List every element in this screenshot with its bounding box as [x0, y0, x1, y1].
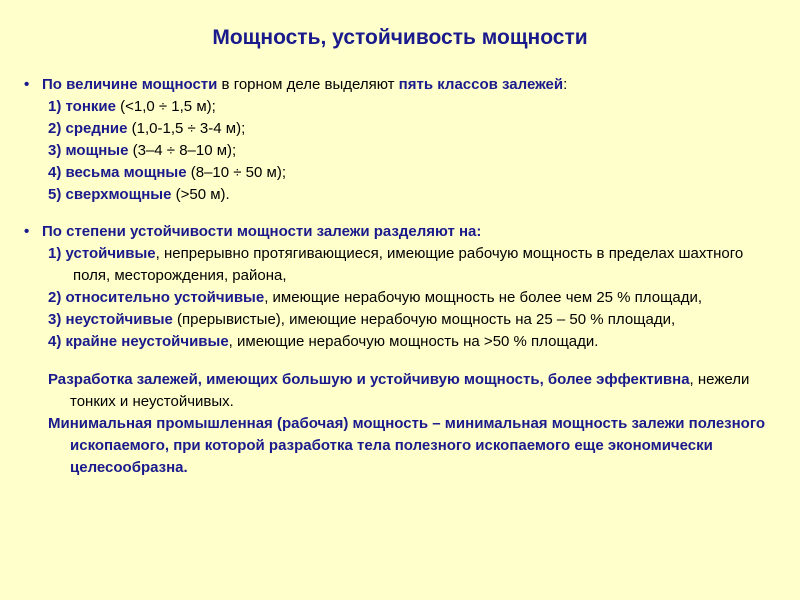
item-label: 4) весьма мощные: [48, 164, 187, 181]
section-thickness-classes: [24, 74, 784, 96]
item-text: , имеющие нерабочую мощность на >50 % площади.: [228, 333, 599, 350]
item-text: (8–10 ÷ 50 м);: [186, 164, 287, 181]
item-text: (1,0-1,5 ÷ 3-4 м);: [127, 120, 246, 137]
list-item: [24, 162, 784, 184]
item-text: (>50 м).: [171, 186, 230, 203]
list-item: [24, 331, 784, 353]
item-text: , непрерывно протягивающиеся, имеющие рабочую мощность в пределах шахтного поля, месторождения, района,: [73, 245, 744, 284]
item-text: (<1,0 ÷ 1,5 м);: [115, 98, 216, 115]
section-stability-classes: [24, 221, 784, 243]
item-label: 2) средние: [48, 120, 128, 137]
list-item: [24, 96, 784, 118]
item-label: 1) тонкие: [48, 98, 116, 115]
item-label: 5) сверхмощные: [48, 186, 172, 203]
section1-intro-bold-b: пять классов залежей: [398, 76, 564, 93]
conclusion-min-thickness: [24, 413, 784, 479]
section1-intro-bold-a: По величине мощности: [42, 76, 218, 93]
item-label: 3) неустойчивые: [48, 311, 173, 328]
section1-intro-plain: в горном деле выделяют: [217, 76, 399, 93]
bullet-icon: •: [24, 76, 30, 93]
slide-content: [24, 74, 784, 479]
list-item: [24, 243, 784, 287]
item-label: 4) крайне неустойчивые: [48, 333, 229, 350]
item-label: 1) устойчивые: [48, 245, 156, 262]
conclusion2-bold: Минимальная промышленная (рабочая) мощность – минимальная мощность залежи полезного ископаемого, при которой разработка тела полезного ископаемого еще экономически целесообразна.: [48, 415, 766, 476]
item-text: , имеющие нерабочую мощность не более чем 25 % площади,: [264, 289, 703, 306]
spacer: [24, 353, 784, 369]
item-label: 3) мощные: [48, 142, 129, 159]
item-text: (3–4 ÷ 8–10 м);: [128, 142, 237, 159]
spacer: [24, 206, 784, 221]
list-item: [24, 118, 784, 140]
conclusion1-rest: , нежели тонких и неустойчивых.: [70, 371, 750, 410]
conclusion-efficiency: [24, 369, 784, 413]
conclusion1-bold: Разработка залежей, имеющих большую и устойчивую мощность, более эффективна: [48, 371, 690, 388]
bullet-icon: •: [24, 223, 30, 240]
item-text: (прерывистые), имеющие нерабочую мощность на 25 – 50 % площади,: [172, 311, 676, 328]
list-item: [24, 309, 784, 331]
section1-intro-end: :: [563, 76, 568, 93]
list-item: [24, 184, 784, 206]
list-item: [24, 140, 784, 162]
slide-title: Мощность, устойчивость мощности: [212, 26, 588, 49]
section2-intro: По степени устойчивости мощности залежи разделяют на:: [42, 223, 482, 240]
list-item: [24, 287, 784, 309]
item-label: 2) относительно устойчивые: [48, 289, 265, 306]
